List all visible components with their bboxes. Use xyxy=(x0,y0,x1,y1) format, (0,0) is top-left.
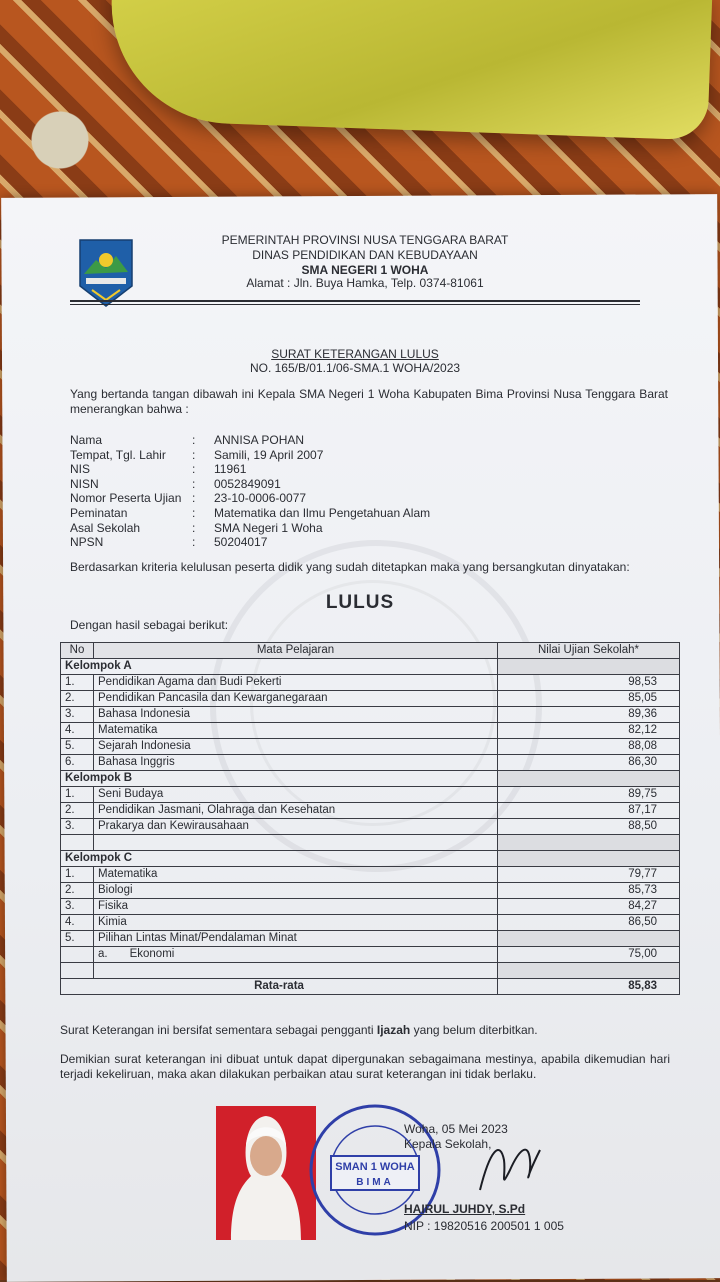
letter-title: SURAT KETERANGAN LULUS xyxy=(271,347,439,361)
table-row xyxy=(61,803,680,819)
student-value: 0052849091 xyxy=(214,476,281,491)
row-subject: Matematika xyxy=(94,723,498,739)
student-colon: : xyxy=(192,520,196,535)
row-subject: Pendidikan Jasmani, Olahraga dan Kesehatan xyxy=(94,803,498,819)
student-value: 23-10-0006-0077 xyxy=(214,491,307,506)
row-score: 87,17 xyxy=(498,803,680,819)
student-colon: : xyxy=(192,506,196,520)
principal-nip: NIP : 19820516 200501 1 005 xyxy=(404,1219,564,1233)
row-no: 2. xyxy=(61,803,94,819)
row-no: 4. xyxy=(61,723,94,739)
row-score: 86,50 xyxy=(498,915,680,931)
student-label: Nama xyxy=(70,433,103,447)
principal-name: HAIRUL JUHDY, S.Pd xyxy=(404,1202,526,1216)
row-no: 3. xyxy=(61,899,94,915)
header-rule-thin xyxy=(70,304,640,305)
results-intro: Dengan hasil sebagai berikut: xyxy=(70,618,229,632)
student-label: Peminatan xyxy=(70,506,128,520)
row-score: 85,73 xyxy=(498,883,680,899)
row-subject: Matematika xyxy=(94,867,498,883)
student-value: ANNISA POHAN xyxy=(214,433,305,447)
student-label: NISN xyxy=(70,476,99,491)
row-subject: Pendidikan Agama dan Budi Pekerti xyxy=(94,675,498,691)
header-rule xyxy=(70,300,640,302)
head-subject: Mata Pelajaran xyxy=(94,643,498,659)
student-colon: : xyxy=(192,447,196,462)
group-label: Kelompok C xyxy=(61,851,498,867)
head-score: Nilai Ujian Sekolah* xyxy=(498,643,680,659)
student-value: 50204017 xyxy=(214,535,268,550)
student-label: NPSN xyxy=(70,535,104,550)
row-no: 6. xyxy=(61,755,94,771)
grades-table xyxy=(60,642,680,995)
letter-number: NO. 165/B/01.1/06-SMA.1 WOHA/2023 xyxy=(249,361,461,375)
group-a-label: Kelompok A xyxy=(61,659,498,675)
table-row xyxy=(61,899,680,915)
header-dept: DINAS PENDIDIKAN DAN KEBUDAYAAN xyxy=(252,248,478,262)
student-colon: : xyxy=(192,462,196,477)
row-no: 3. xyxy=(61,707,94,723)
row-subject: Fisika xyxy=(94,899,498,915)
row-score: 89,75 xyxy=(498,787,680,803)
row-no: 2. xyxy=(61,691,94,707)
signature-date: Woha, 05 Mei 2023 xyxy=(404,1122,508,1136)
handwritten-signature-icon xyxy=(470,1130,550,1200)
row-subject: Sejarah Indonesia xyxy=(94,739,498,755)
row-no: 5. xyxy=(61,931,94,947)
signature-role: Kepala Sekolah, xyxy=(404,1137,492,1151)
table-row xyxy=(61,819,680,835)
student-label: Asal Sekolah xyxy=(70,520,141,535)
table-row xyxy=(61,739,680,755)
table-row xyxy=(61,883,680,899)
student-photo xyxy=(216,1106,316,1240)
table-row xyxy=(61,915,680,931)
ijazah-bold: Ijazah xyxy=(376,1023,411,1037)
group-label: Kelompok B xyxy=(61,771,498,787)
row-no: 5. xyxy=(61,739,94,755)
student-colon: : xyxy=(192,476,196,491)
row-subject: Seni Budaya xyxy=(94,787,498,803)
row-score: 88,08 xyxy=(498,739,680,755)
row-score: 89,36 xyxy=(498,707,680,723)
row-score: 86,30 xyxy=(498,755,680,771)
row-subject-sub: a. Ekonomi xyxy=(94,947,498,963)
row-no: 1. xyxy=(61,675,94,691)
row-subject: Bahasa Inggris xyxy=(94,755,498,771)
student-label: Tempat, Tgl. Lahir xyxy=(70,447,166,462)
row-subject: Pendidikan Pancasila dan Kewarganegaraan xyxy=(94,691,498,707)
row-no: 2. xyxy=(61,883,94,899)
student-colon: : xyxy=(192,491,196,506)
stamp-text-1: SMAN 1 WOHA xyxy=(335,1161,415,1173)
header-gov: PEMERINTAH PROVINSI NUSA TENGGARA BARAT xyxy=(221,233,509,247)
province-emblem-icon xyxy=(78,238,134,308)
intro-paragraph: Yang bertanda tangan dibawah ini Kepala SMA Negeri 1 Woha Kabupaten Bima Provinsi Nusa Tenggara Barat menerangkan bahwa : xyxy=(70,387,668,416)
row-score: 84,27 xyxy=(498,899,680,915)
student-value: Matematika dan Ilmu Pengetahuan Alam xyxy=(214,506,431,520)
row-no: 1. xyxy=(61,867,94,883)
table-row xyxy=(61,723,680,739)
table-row xyxy=(61,707,680,723)
temporary-note: Surat Keterangan ini bersifat sementara sebagai pengganti Ijazah yang belum diterbitkan. xyxy=(60,1023,538,1037)
student-value: 11961 xyxy=(214,462,247,477)
result-status: LULUS xyxy=(325,592,395,613)
row-score: 98,53 xyxy=(498,675,680,691)
table-row xyxy=(61,867,680,883)
header-address: Alamat : Jln. Buya Hamka, Telp. 0374-81061 xyxy=(246,276,484,290)
closing-paragraph: Demikian surat keterangan ini dibuat untuk dapat dipergunakan sebagaimana mestinya, apabila dikemudian hari terjadi kekeliruan, maka akan dilakukan perbaikan atau surat keterangan ini tidak berlaku. xyxy=(60,1052,670,1081)
average-score: 85,83 xyxy=(498,979,680,995)
row-score: 88,50 xyxy=(498,819,680,835)
row-subject: Pilihan Lintas Minat/Pendalaman Minat xyxy=(94,931,498,947)
student-value: SMA Negeri 1 Woha xyxy=(214,520,323,535)
row-subject: Kimia xyxy=(94,915,498,931)
row-no: 3. xyxy=(61,819,94,835)
row-score: 75,00 xyxy=(498,947,680,963)
student-label: NIS xyxy=(70,462,91,477)
row-no: 4. xyxy=(61,915,94,931)
head-no: No xyxy=(61,643,94,659)
average-label: Rata-rata xyxy=(61,979,498,995)
row-score: 79,77 xyxy=(498,867,680,883)
stamp-text-2: BIMA xyxy=(356,1177,394,1188)
table-row xyxy=(61,691,680,707)
student-colon: : xyxy=(192,433,196,447)
student-colon: : xyxy=(192,535,196,550)
header-school: SMA NEGERI 1 WOHA xyxy=(301,263,429,277)
row-subject: Biologi xyxy=(94,883,498,899)
student-label: Nomor Peserta Ujian xyxy=(70,491,182,506)
table-row xyxy=(61,675,680,691)
table-row xyxy=(61,787,680,803)
row-score: 85,05 xyxy=(498,691,680,707)
row-subject: Bahasa Indonesia xyxy=(94,707,498,723)
row-score: 82,12 xyxy=(498,723,680,739)
table-row xyxy=(61,755,680,771)
criteria-paragraph: Berdasarkan kriteria kelulusan peserta didik yang sudah ditetapkan maka yang bersangkutan dinyatakan: xyxy=(70,560,630,574)
row-subject: Prakarya dan Kewirausahaan xyxy=(94,819,498,835)
student-value: Samili, 19 April 2007 xyxy=(214,447,324,462)
row-no: 1. xyxy=(61,787,94,803)
